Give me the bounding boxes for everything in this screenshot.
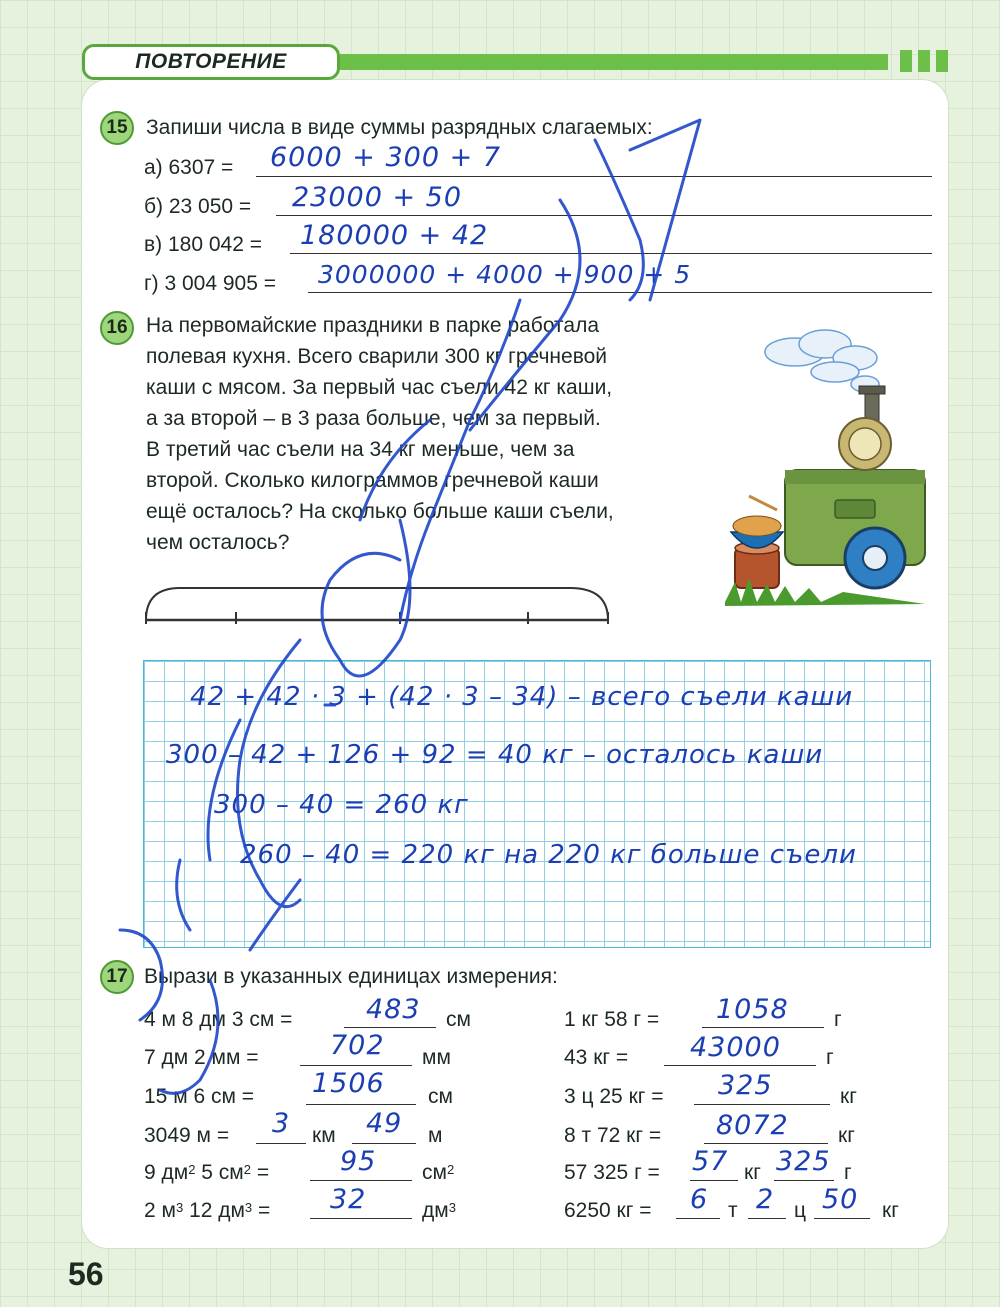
task-16-solution-line: 42 + 42 · 3 + (42 · 3 – 34) – всего съели каши	[190, 682, 854, 712]
conversion-answer: 8072	[716, 1110, 789, 1141]
conversion-unit: м	[428, 1124, 443, 1147]
conversion-unit: г	[826, 1046, 834, 1069]
conversion-expression: 7 дм 2 мм =	[144, 1046, 259, 1069]
answer-line	[690, 1180, 738, 1181]
field-kitchen-illustration	[725, 320, 935, 610]
answer-line	[344, 1027, 436, 1028]
expr-part: =	[250, 1161, 270, 1184]
conversion-answer: 1506	[312, 1068, 385, 1099]
task-16-text-line: а за второй – в 3 раза больше, чем за первый.	[146, 407, 601, 430]
expr-part: 2 м	[144, 1199, 176, 1222]
conversion-unit: г	[844, 1161, 852, 1184]
superscript: 3	[244, 1200, 253, 1215]
answer-line	[704, 1143, 828, 1144]
answer-line	[694, 1104, 830, 1105]
header-stripe-block	[936, 50, 948, 72]
task-16-number: 16	[100, 311, 134, 345]
conversion-expression	[144, 1195, 270, 1226]
header-stripe-block	[900, 50, 912, 72]
conversion-answer: 702	[330, 1030, 385, 1061]
conversion-answer: 483	[366, 994, 421, 1025]
page-number: 56	[68, 1256, 104, 1292]
conversion-expression: 57 325 г =	[564, 1161, 660, 1184]
unit-text: дм	[422, 1199, 449, 1222]
superscript: 3	[175, 1200, 184, 1215]
expr-part: =	[252, 1199, 271, 1222]
task-16-solution-line: 300 – 42 + 126 + 92 = 40 кг – осталось каши	[166, 740, 824, 770]
task-16-text-line: второй. Сколько килограммов гречневой каши	[146, 469, 599, 492]
answer-line	[774, 1180, 834, 1181]
task-15-number: 15	[100, 111, 134, 145]
superscript: 3	[448, 1200, 456, 1215]
expr-part: 9 дм	[144, 1161, 189, 1184]
task-15-item-c-label: в) 180 042 =	[144, 233, 262, 256]
answer-line	[352, 1143, 416, 1144]
conversion-answer: 3	[272, 1108, 291, 1139]
answer-line	[306, 1104, 416, 1105]
conversion-answer: 95	[340, 1146, 377, 1177]
task-17-number: 17	[100, 960, 134, 994]
header-stripe	[340, 54, 888, 70]
conversion-answer: 43000	[690, 1032, 781, 1063]
conversion-answer: 50	[822, 1184, 859, 1215]
task-17-prompt: Вырази в указанных единицах измерения:	[144, 965, 558, 988]
conversion-answer: 6	[690, 1184, 709, 1215]
task-16-text-line: На первомайские праздники в парке работала	[146, 314, 600, 337]
task-15-item-b-label: б) 23 050 =	[144, 195, 252, 218]
conversion-unit	[422, 1157, 454, 1188]
conversion-unit: г	[834, 1008, 842, 1031]
answer-line	[310, 1218, 412, 1219]
task-16-text-line: ещё осталось? На сколько больше каши съели,	[146, 500, 614, 523]
answer-line	[300, 1065, 412, 1066]
answer-line	[748, 1218, 786, 1219]
superscript: 2	[446, 1162, 455, 1177]
conversion-expression: 4 м 8 дм 3 см =	[144, 1008, 293, 1031]
conversion-unit: кг	[882, 1199, 899, 1222]
answer-line	[290, 253, 932, 254]
answer-line	[308, 292, 932, 293]
conversion-unit: см	[446, 1008, 471, 1031]
conversion-expression: 15 м 6 см =	[144, 1085, 255, 1108]
conversion-unit: мм	[422, 1046, 451, 1069]
conversion-expression: 43 кг =	[564, 1046, 629, 1069]
task-15-prompt: Запиши числа в виде суммы разрядных слагаемых:	[146, 116, 653, 139]
answer-line	[310, 1180, 412, 1181]
conversion-expression: 3 ц 25 кг =	[564, 1085, 664, 1108]
answer-line	[702, 1027, 824, 1028]
conversion-answer: 325	[718, 1070, 773, 1101]
section-title: ПОВТОРЕНИЕ	[82, 44, 340, 80]
task-16-solution-line: 300 – 40 = 260 кг	[214, 790, 469, 820]
header-stripe-block	[918, 50, 930, 72]
conversion-answer: 325	[776, 1146, 831, 1177]
answer-line	[664, 1065, 816, 1066]
answer-line	[814, 1218, 870, 1219]
conversion-expression: 8 т 72 кг =	[564, 1124, 662, 1147]
conversion-answer: 2	[756, 1184, 775, 1215]
steam-cloud	[765, 330, 879, 392]
task-15-item-c-answer: 180000 + 42	[300, 220, 489, 251]
conversion-answer: 57	[692, 1146, 729, 1177]
task-16-text-line: каши с мясом. За первый час съели 42 кг каши,	[146, 376, 613, 399]
superscript: 2	[188, 1162, 196, 1177]
conversion-unit: кг	[838, 1124, 855, 1147]
conversion-answer: 32	[330, 1184, 367, 1215]
task-16-text-line: В третий час съели на 34 кг меньше, чем за	[146, 438, 575, 461]
conversion-unit: см	[428, 1085, 453, 1108]
conversion-expression: 1 кг 58 г =	[564, 1008, 660, 1031]
conversion-expression	[144, 1157, 269, 1188]
task-16-text-line: полевая кухня. Всего сварили 300 кг гречневой	[146, 345, 608, 368]
task-15-item-d-label: г) 3 004 905 =	[144, 272, 277, 295]
answer-line	[276, 215, 932, 216]
expr-part: 12 дм	[183, 1199, 245, 1222]
superscript: 2	[243, 1162, 251, 1177]
unit-text: см	[422, 1161, 447, 1184]
answer-line	[676, 1218, 720, 1219]
task-15-item-a-answer: 6000 + 300 + 7	[270, 142, 502, 173]
conversion-expression: 6250 кг =	[564, 1199, 652, 1222]
conversion-expression: 3049 м =	[144, 1124, 230, 1147]
conversion-answer: 49	[366, 1108, 403, 1139]
segment-diagram	[140, 580, 620, 625]
conversion-answer: 1058	[716, 994, 789, 1025]
section-header	[82, 44, 948, 80]
conversion-unit: т	[728, 1199, 738, 1222]
conversion-unit	[422, 1195, 456, 1226]
task-15-item-d-answer: 3000000 + 4000 + 900 + 5	[318, 260, 692, 289]
task-15-item-b-answer: 23000 + 50	[292, 182, 463, 213]
expr-part: 5 см	[195, 1161, 244, 1184]
task-16-solution-line: 260 – 40 = 220 кг на 220 кг больше съели	[240, 840, 857, 870]
conversion-unit: кг	[840, 1085, 857, 1108]
answer-line	[256, 1143, 306, 1144]
conversion-unit: км	[312, 1124, 336, 1147]
conversion-unit: кг	[744, 1161, 761, 1184]
answer-line	[256, 176, 932, 177]
conversion-unit: ц	[794, 1199, 807, 1222]
task-16-text-line: чем осталось?	[146, 531, 290, 554]
task-15-item-a-label: а) 6307 =	[144, 156, 234, 179]
